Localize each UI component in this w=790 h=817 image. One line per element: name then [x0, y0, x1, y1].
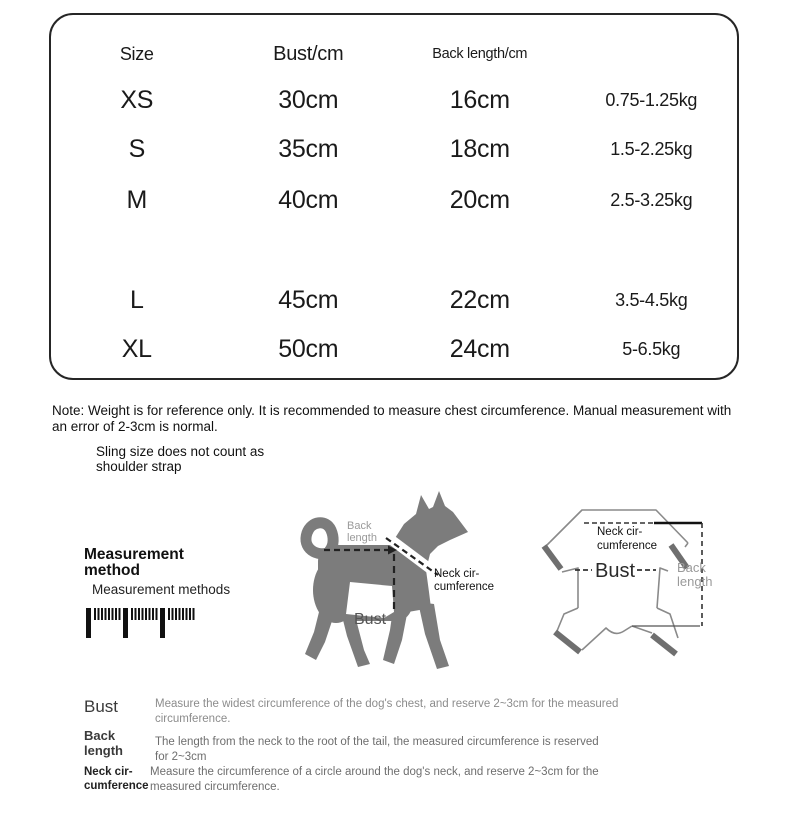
measurement-method-subtitle: Measurement methods — [92, 582, 231, 597]
dog-measurement-diagram — [290, 482, 518, 677]
dog-hind-leg — [305, 600, 337, 660]
weight-value: 1.5-2.25kg — [610, 138, 693, 159]
ruler-icon — [85, 606, 197, 640]
garment-bust-label: Bust — [595, 560, 636, 582]
garment-leg-cuff — [555, 632, 580, 652]
size-value: XL — [121, 334, 152, 363]
svg-text:length: length — [677, 574, 713, 589]
measurement-method-title: Measurement method — [84, 546, 184, 579]
garment-neck-label: Neck cir- — [597, 526, 643, 538]
sling-size-note: Sling size does not count as shoulder strap — [96, 444, 265, 475]
table-row-l — [51, 283, 737, 317]
svg-text:length: length — [347, 532, 377, 544]
weight-value: 2.5-3.25kg — [610, 189, 693, 210]
back-length-value: 22cm — [449, 285, 510, 314]
header-back-length: Back length/cm — [432, 46, 528, 62]
svg-text:cumference: cumference — [597, 540, 658, 552]
dog-bust-label: Bust — [354, 611, 387, 628]
definition-desc-back-length: The length from the neck to the root of the tail, the measured circumference is reserved for 2~3cm — [155, 736, 599, 764]
bust-value: 45cm — [278, 285, 339, 314]
header-size: Size — [119, 43, 154, 64]
table-row-s — [51, 132, 737, 166]
weight-value: 0.75-1.25kg — [605, 89, 698, 110]
dog-back-length-label: Back — [347, 520, 372, 532]
garment-back-length-label: Back — [677, 560, 706, 575]
definition-desc-bust: Measure the widest circumference of the dog's chest, and reserve 2~3cm for the measured circumference. — [155, 698, 619, 726]
size-value: S — [128, 134, 145, 163]
weight-value: 3.5-4.5kg — [615, 289, 688, 310]
bust-value: 50cm — [278, 334, 339, 363]
back-length-value: 18cm — [449, 134, 510, 163]
back-length-value: 16cm — [449, 85, 510, 114]
definition-term-back-length: Back length — [84, 728, 123, 758]
svg-text:cumference: cumference — [434, 581, 495, 593]
bust-value: 35cm — [278, 134, 339, 163]
weight-value: 5-6.5kg — [622, 338, 681, 359]
size-table — [49, 13, 739, 380]
size-value: M — [126, 185, 148, 214]
definition-term-neck: Neck cir- cumference — [84, 766, 149, 793]
dog-neck-label: Neck cir- — [434, 568, 480, 580]
bust-value: 30cm — [278, 85, 339, 114]
bust-value: 40cm — [278, 185, 339, 214]
table-header-row — [51, 37, 737, 71]
size-value: L — [129, 285, 144, 314]
weight-reference-note: Note: Weight is for reference only. It is recommended to measure chest circumference. Manual measurement with an error of 2-3cm is normal. — [52, 403, 732, 435]
definition-term-bust: Bust — [84, 697, 119, 716]
definition-desc-neck: Measure the circumference of a circle around the dog's neck, and reserve 2~3cm for the measured circumference. — [150, 766, 599, 794]
table-row-m — [51, 183, 737, 217]
back-length-value: 20cm — [449, 185, 510, 214]
back-length-value: 24cm — [449, 334, 510, 363]
garment-measurement-diagram — [535, 480, 790, 675]
garment-sleeve-cuff — [544, 546, 561, 569]
table-row-xl — [51, 332, 737, 366]
size-value: XS — [120, 85, 154, 114]
header-bust: Bust/cm — [273, 42, 344, 65]
table-row-xs — [51, 83, 737, 117]
